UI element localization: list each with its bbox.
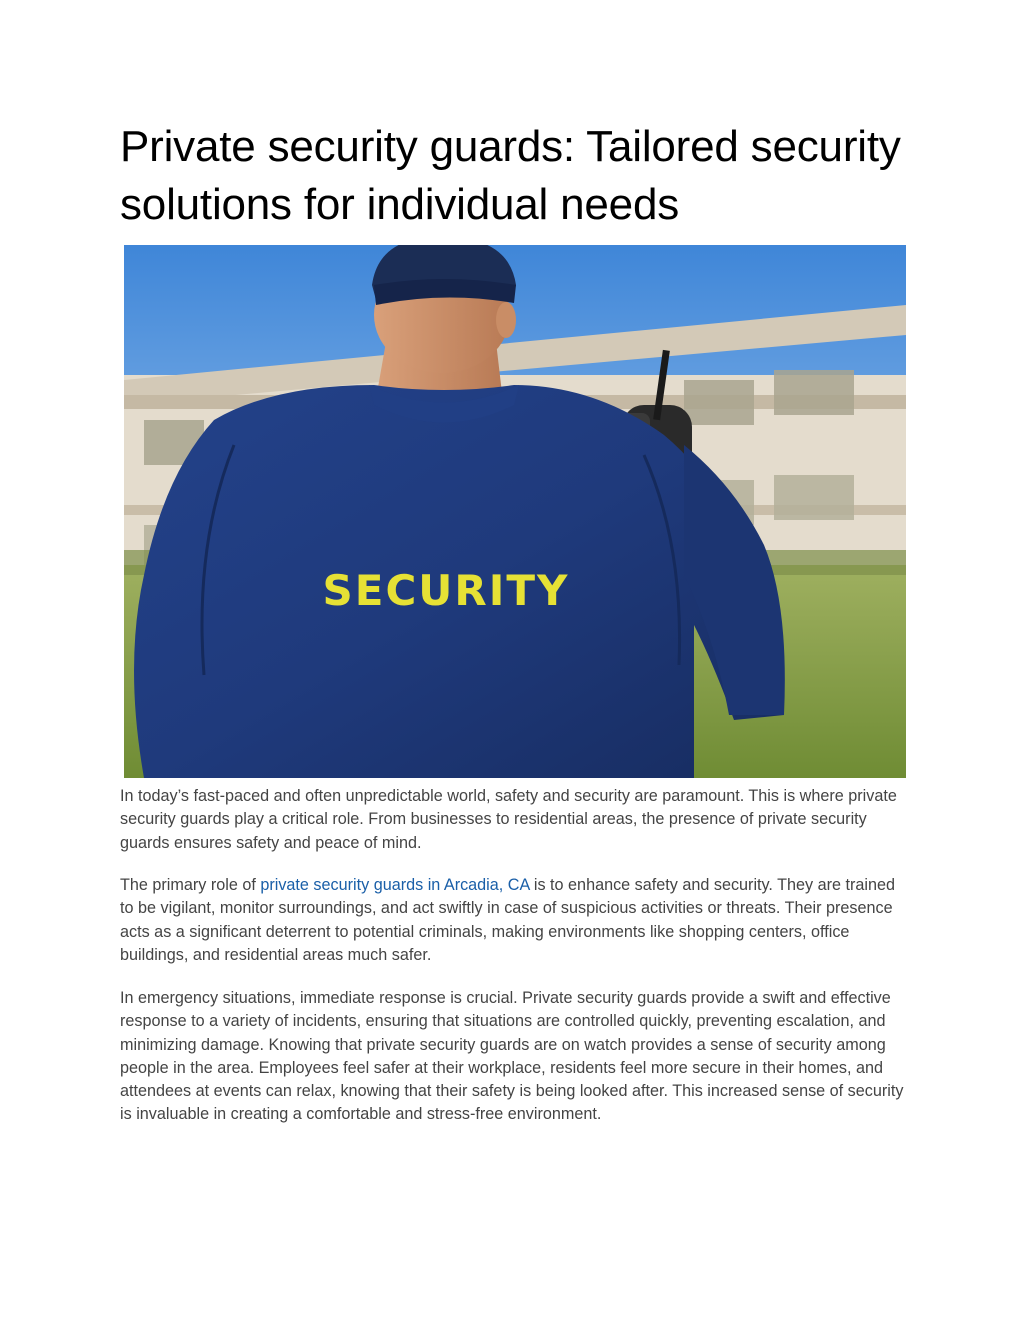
role-paragraph-lead: The primary role of (120, 876, 261, 894)
intro-paragraph: In today’s fast-paced and often unpredictable world, safety and security are paramount. This is where private security guards play a critical role. From businesses to residential areas, the presence of private security guards ensures safety and peace of mind. (120, 787, 897, 852)
emergency-paragraph: In emergency situations, immediate response is crucial. Private security guards provide a swift and effective response to a variety of incidents, ensuring that situations are controlled quickly, preventing escalation, and minimizing damage. Knowing that private security guards are on watch provides a sense of security among people in the area. Employees feel safer at their workplace, residents feel more secure in their homes, and attendees at events can relax, knowing that their safety is being looked after. This increased sense of security is invaluable in creating a comfortable and stress-free environment. (120, 989, 904, 1124)
role-paragraph-rest: is to enhance safety and security. They are trained to be vigilant, monitor surroundings, and act swiftly in case of suspicious activities or threats. Their presence acts as a significant deterrent to potential criminals, making environments like shopping centers, office buildings, and residential areas much safer. (120, 876, 895, 964)
role-paragraph (120, 874, 910, 967)
hero-image (124, 245, 906, 778)
jacket-text: SECURITY (322, 566, 570, 615)
arcadia-security-link[interactable]: private security guards in Arcadia, CA (260, 876, 530, 894)
page-title: Private security guards: Tailored security solutions for individual needs (120, 122, 901, 229)
